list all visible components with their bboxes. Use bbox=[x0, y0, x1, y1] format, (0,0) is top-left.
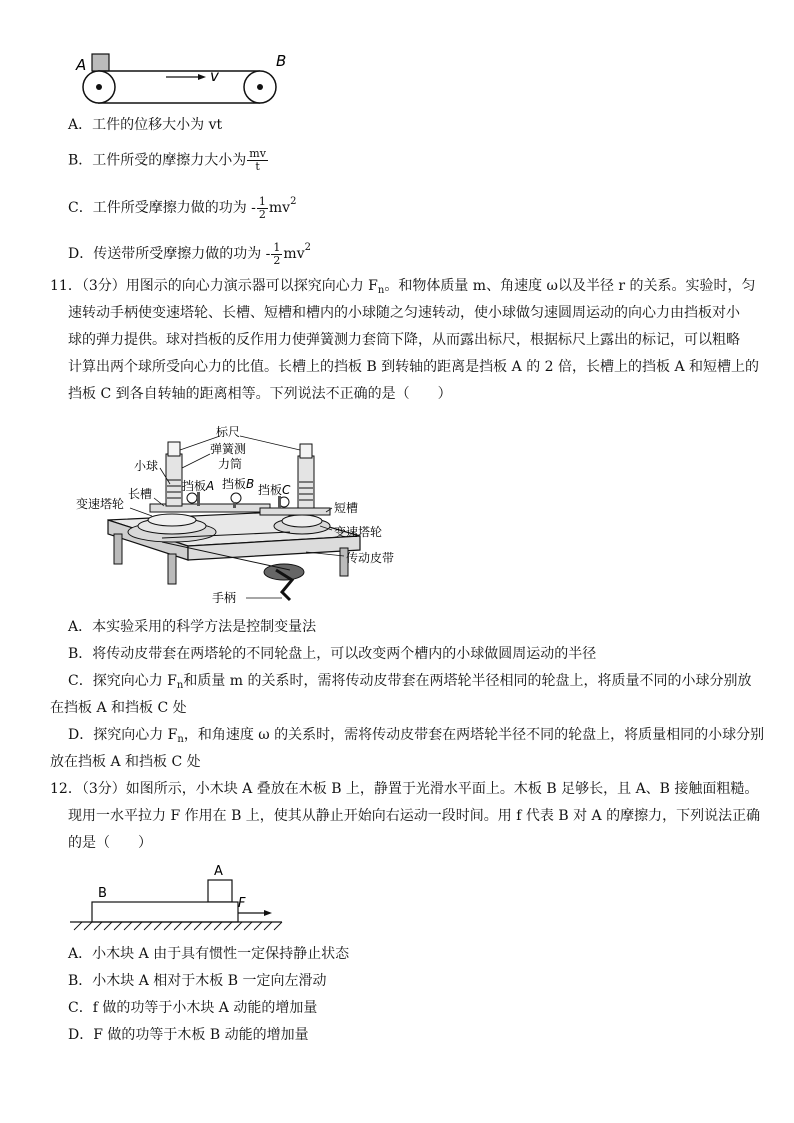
q11-option-b: B．将传动皮带套在两塔轮的不同轮盘上，可以改变两个槽内的小球做圆周运动的半径 bbox=[68, 646, 597, 662]
label-board-b: B bbox=[98, 886, 107, 901]
label-xiaoqiu: 小球 bbox=[134, 459, 159, 473]
label-duancao: 短槽 bbox=[334, 501, 359, 515]
q11-stem-line3: 球的弹力提供。球对挡板的反作用力使弹簧测力套筒下降，从而露出标尺，根据标尺上露出的标记，可以粗略 bbox=[68, 332, 740, 348]
workpiece-block bbox=[92, 54, 109, 71]
label-tanhuang-2: 力筒 bbox=[218, 457, 243, 471]
q12-option-c: C．f 做的功等于小木块 A 动能的增加量 bbox=[68, 1000, 318, 1016]
q11-number: 11． bbox=[50, 278, 82, 294]
label-b: B bbox=[276, 52, 287, 70]
block-board-figure bbox=[70, 860, 290, 936]
q11-stem-line5: 挡板 C 到各自转轴的距离相等。下列说法不正确的是（ ） bbox=[68, 386, 452, 402]
q12-option-a: A．小木块 A 由于具有惯性一定保持静止状态 bbox=[68, 946, 350, 962]
q10-option-a: A．工件的位移大小为 vt bbox=[68, 117, 223, 133]
q12-stem-line1: 12．（3分）如图所示，小木块 A 叠放在木板 B 上，静置于光滑水平面上。木板 B 足够长，且 A、B 接触面粗糙。 bbox=[50, 781, 759, 797]
label-chuandong: 传动皮带 bbox=[346, 551, 395, 565]
q12-option-b: B．小木块 A 相对于木板 B 一定向左滑动 bbox=[68, 973, 327, 989]
label-a: A bbox=[76, 56, 87, 74]
q12-option-d: D．F 做的功等于木板 B 动能的增加量 bbox=[68, 1027, 309, 1043]
label-dangban-a: 挡板A bbox=[182, 479, 215, 493]
q11-option-c-cont: 在挡板 A 和挡板 C 处 bbox=[50, 700, 187, 716]
label-dangban-b: 挡板B bbox=[222, 477, 255, 491]
label-biansu-right: 变速塔轮 bbox=[334, 525, 383, 539]
q11-stem-line2: 速转动手柄使变速塔轮、长槽、短槽和槽内的小球随之匀速转动，使小球做匀速圆周运动的向心力由挡板对小 bbox=[68, 305, 740, 321]
label-v: v bbox=[210, 67, 219, 85]
q11-stem-line4: 计算出两个球所受向心力的比值。长槽上的挡板 B 到转轴的距离是挡板 A 的 2 倍，长槽上的挡板 A 和短槽上的 bbox=[68, 359, 760, 375]
q11-option-d-cont: 放在挡板 A 和挡板 C 处 bbox=[50, 754, 201, 770]
q12-stem-line2: 现用一水平拉力 F 作用在 B 上，使其从静止开始向右运动一段时间。用 f 代表 B 对 A 的摩擦力，下列说法正确 bbox=[68, 808, 761, 824]
label-biaochi: 标尺 bbox=[216, 425, 241, 439]
q10-option-c: C．工件所受摩擦力做的功为 - $\frac{1}{2}$ $mv^2$ bbox=[68, 194, 297, 221]
block-a bbox=[208, 880, 232, 902]
label-changcao: 长槽 bbox=[128, 487, 153, 501]
label-force-f: F bbox=[238, 896, 246, 911]
conveyor-belt-figure bbox=[70, 48, 300, 110]
label-block-a: A bbox=[214, 864, 223, 879]
q12-stem-line3: 的是（ ） bbox=[68, 835, 152, 851]
label-shoubing: 手柄 bbox=[212, 591, 237, 605]
ground-hatching bbox=[74, 922, 282, 930]
q10-option-b: B．工件所受的摩擦力大小为 $\frac{mv}{t}$ bbox=[68, 147, 266, 173]
label-biansu-left: 变速塔轮 bbox=[76, 497, 125, 511]
q11-option-c: C．探究向心力 $F_n$和质量 m 的关系时，需将传动皮带套在两塔轮半径相同的轮盘上，将质量不同的小球分别放 bbox=[68, 673, 752, 691]
q11-option-d: D．探究向心力 $F_n$，和角速度 ω 的关系时，需将传动皮带套在两塔轮半径不同的轮盘上，将质量相同的小球分别 bbox=[68, 727, 765, 745]
q11-option-a: A．本实验采用的科学方法是控制变量法 bbox=[68, 619, 317, 635]
label-dangban-c: 挡板C bbox=[258, 483, 291, 497]
q10-option-d: D．传送带所受摩擦力做的功为 - $\frac{1}{2}$ $mv^2$ bbox=[68, 240, 311, 267]
q11-stem-line1: 11．（3分）用图示的向心力演示器可以探究向心力 $F_n$。和物体质量 m、角速度 ω以及半径 r 的关系。实验时，匀 bbox=[50, 278, 756, 296]
centripetal-apparatus-figure bbox=[70, 420, 410, 610]
board-b bbox=[92, 902, 238, 922]
q12-number: 12． bbox=[50, 781, 82, 797]
label-tanhuang-1: 弹簧测 bbox=[210, 442, 247, 456]
